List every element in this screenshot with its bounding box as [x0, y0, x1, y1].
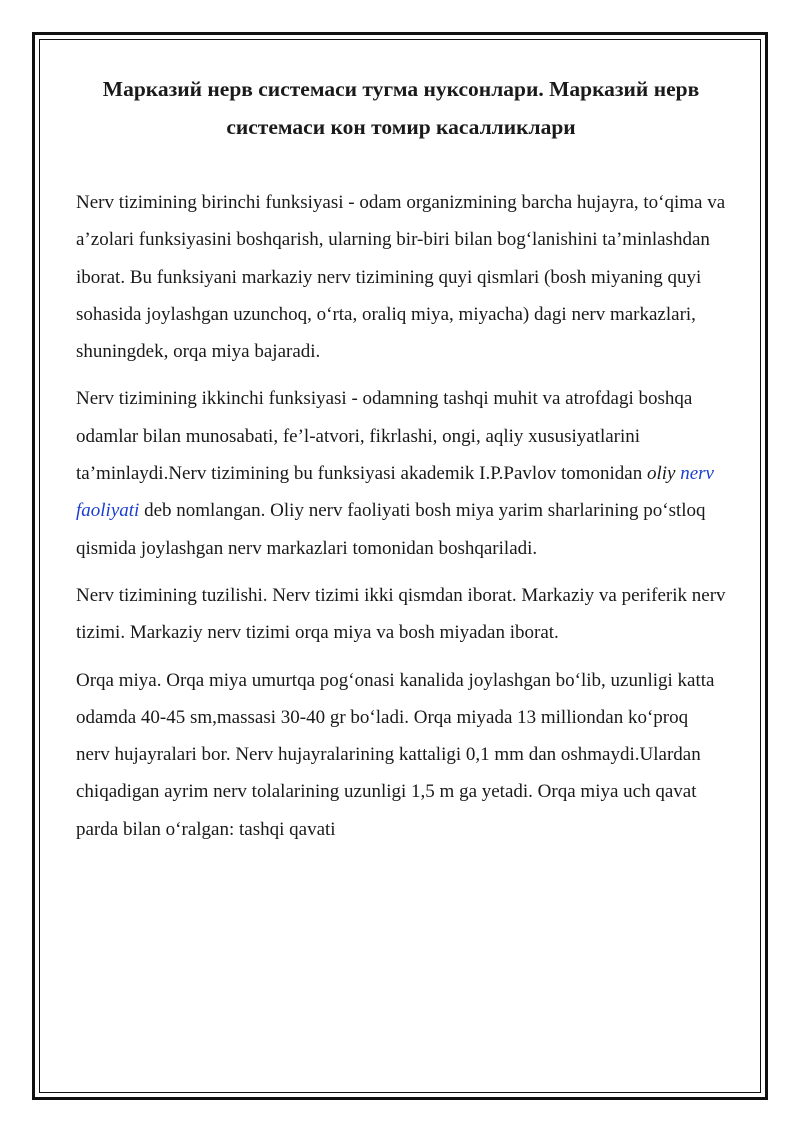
paragraph-2-text-end: deb nomlangan. Oliy nerv faoliyati bosh miya yarim sharlarining po‘stloq qismida joylashgan nerv markazlari tomonidan boshqariladi.	[76, 500, 706, 559]
paragraph-1: Nerv tizimining birinchi funksiyasi - odam organizmining barcha hujayra, to‘qima va a’zolari funksiyasini boshqarish, ularning bir-biri bilan bog‘lanishini ta’minlashdan iborat. Bu funksiyani markaziy nerv tizimining quyi qismlari (bosh miyaning quyi sohasida joylashgan uzunchoq, o‘rta, oraliq miya, miyacha) dagi nerv markazlari, shuningdek, orqa miya bajaradi.	[76, 192, 726, 363]
paragraph-3: Nerv tizimining tuzilishi. Nerv tizimi ikki qismdan iborat. Markaziy va periferik nerv tizimi. Markaziy nerv tizimi orqa miya va bosh miyadan iborat.	[76, 584, 726, 644]
document-body	[76, 70, 726, 858]
link-nerv-faoliyati[interactable]: nerv faoliyati	[76, 463, 714, 522]
paragraph-4: Orqa miya. Orqa miya umurtqa pog‘onasi kanalida joylashgan bo‘lib, uzunligi katta odamda 40-45 sm,massasi 30-40 gr bo‘ladi. Orqa miyada 13 milliondan ko‘proq nerv hujayralari bor. Nerv hujayralarining kattaligi 0,1 mm dan oshmaydi.Ulardan chiqadigan ayrim nerv tolalarining uzunligi 1,5 m ga yetadi. Orqa miya uch qavat parda bilan o‘ralgan: tashqi qavati	[76, 669, 715, 840]
document-title: Марказий нерв системаси тугма нуксонлари. Марказий нерв системаси кон томир касалликлари	[102, 77, 700, 139]
paragraph-2-text-start: Nerv tizimining ikkinchi funksiyasi - odamning tashqi muhit va atrofdagi boshqa odamlar bilan munosabati, fe’l-atvori, fikrlashi, ongi, aqliy xususiyatlarini ta’minlaydi.Nerv tizimining bu funksiyasi akademik I.P.Pavlov tomonidan	[76, 388, 693, 485]
paragraph-2	[76, 380, 726, 566]
italic-term-oliy: oliy	[646, 463, 676, 485]
